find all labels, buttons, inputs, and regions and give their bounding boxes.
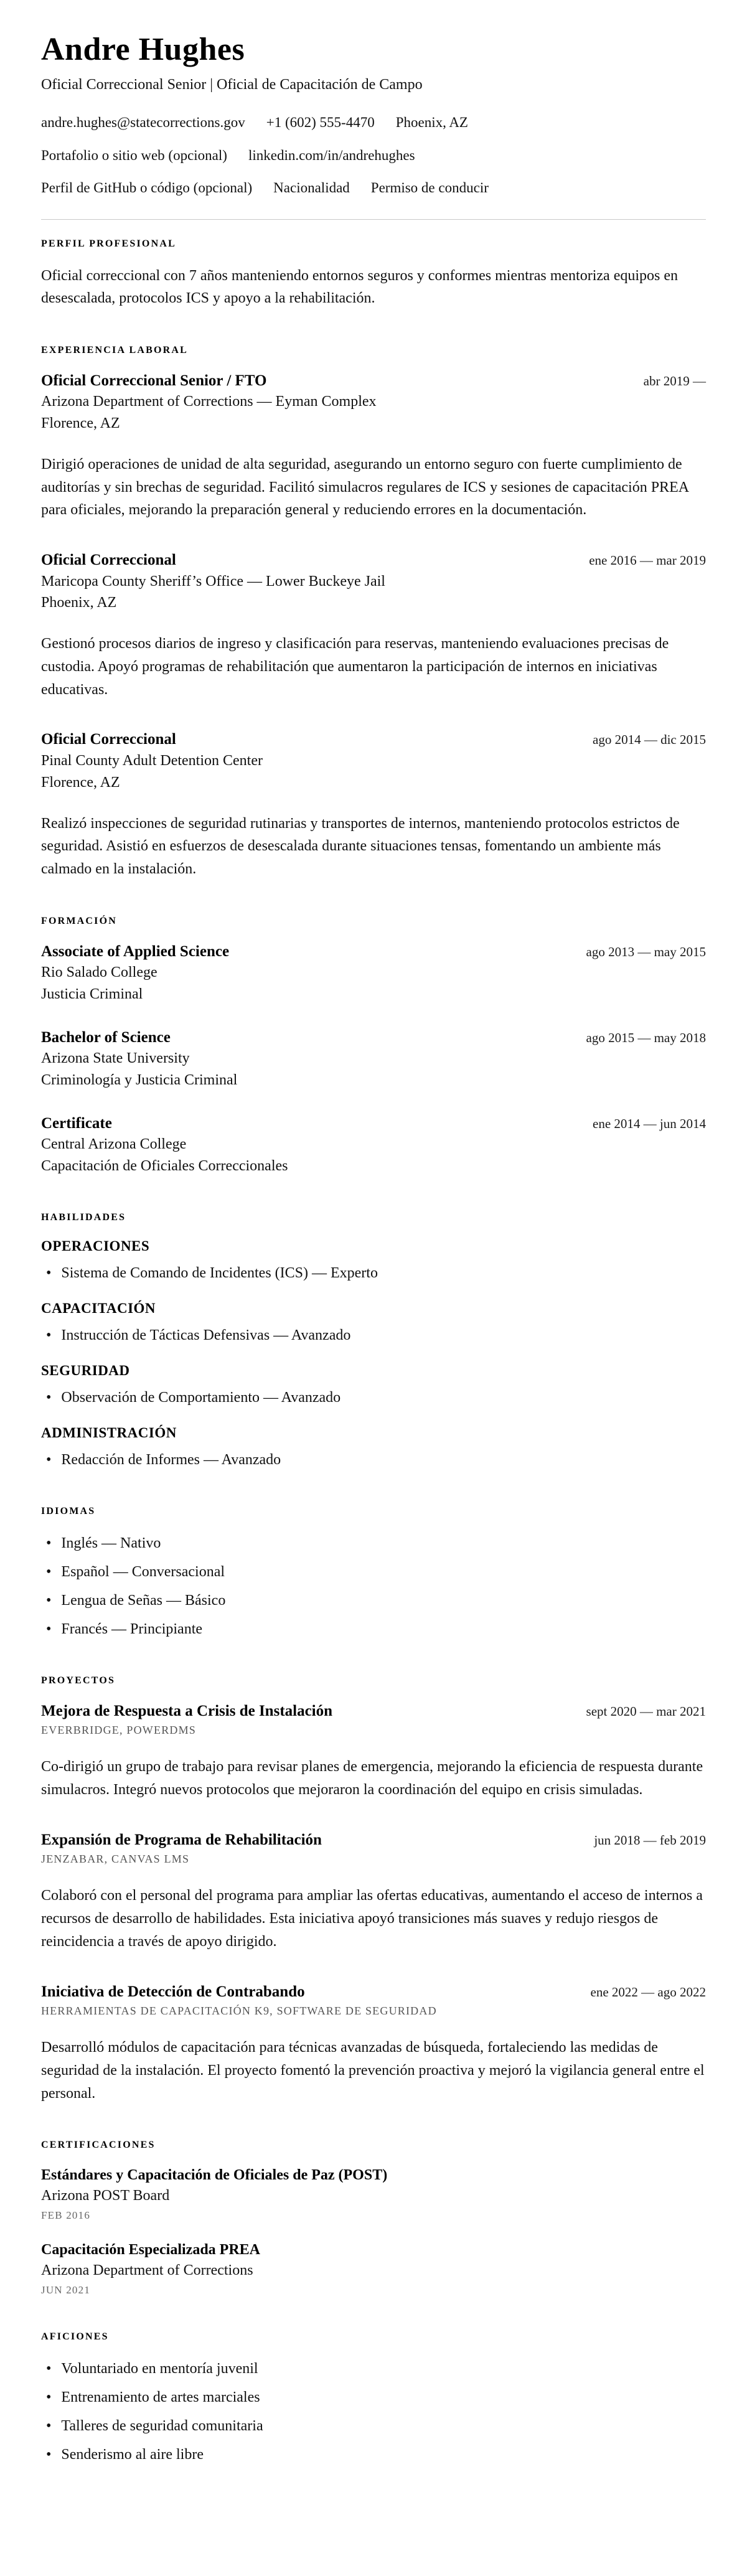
- language-text: Francés — Principiante: [61, 1620, 203, 1637]
- project-tools: EVERBRIDGE, POWERDMS: [41, 1724, 197, 1737]
- nationality-text: Nacionalidad: [273, 180, 350, 195]
- job-company: Pinal County Adult Detention Center: [41, 752, 263, 769]
- hobby-item: [46, 2357, 706, 2380]
- section-certifications: [41, 2140, 706, 2296]
- project-dates: jun 2018 — feb 2019: [594, 1832, 706, 1848]
- projects-heading: PROYECTOS: [41, 1675, 116, 1686]
- project-dates: sept 2020 — mar 2021: [586, 1703, 706, 1719]
- email-text: andre.hughes@statecorrections.gov: [41, 115, 245, 130]
- education-entry: [41, 1114, 706, 1177]
- linkedin-text: linkedin.com/in/andrehughes: [248, 147, 415, 163]
- phone-text: +1 (602) 555-4470: [266, 115, 375, 130]
- job-dates: abr 2019 —: [643, 373, 706, 388]
- location-text: Phoenix, AZ: [395, 115, 468, 130]
- certification-title: Estándares y Capacitación de Oficiales de Paz (POST): [41, 2167, 388, 2184]
- field-of-study: Criminología y Justicia Criminal: [41, 1072, 238, 1089]
- section-projects: [41, 1675, 706, 2105]
- job-title: Oficial Correccional Senior / FTO: [41, 372, 267, 389]
- skill-group: [41, 1425, 706, 1471]
- job-title: Oficial Correccional: [41, 552, 176, 569]
- job-location: Phoenix, AZ: [41, 595, 117, 611]
- hobby-item: [46, 2415, 706, 2437]
- experience-entry: [41, 550, 706, 701]
- skill-group-name: ADMINISTRACIÓN: [41, 1424, 177, 1441]
- bullet-icon: •: [46, 1264, 52, 1281]
- degree-dates: ene 2014 — jun 2014: [593, 1116, 706, 1131]
- experience-entry: [41, 371, 706, 522]
- project-description: Co-dirigió un grupo de trabajo para revisar planes de emergencia, mejorando la eficiencia de respuesta durante simulacros. Integró nuevos protocolos que mejoraron la coordinación del equipo en crisis simuladas.: [41, 1759, 703, 1798]
- entry-head: [41, 942, 706, 962]
- bullet-icon: •: [46, 2361, 52, 2377]
- skill-text: Sistema de Comando de Incidentes (ICS) — Experto: [61, 1264, 378, 1281]
- skill-item: [46, 1262, 706, 1284]
- project-title: Expansión de Programa de Rehabilitación: [41, 1831, 322, 1848]
- profile-text: Oficial correccional con 7 años manteniendo entornos seguros y conformes mientras mentoriza equipos en desescalada, protocolos ICS y apoyo a la rehabilitación.: [41, 267, 678, 307]
- person-name: Andre Hughes: [41, 32, 245, 67]
- language-item: [46, 1589, 706, 1612]
- section-profile: [41, 238, 706, 310]
- job-company: Arizona Department of Corrections — Eyman Complex: [41, 393, 377, 410]
- skill-group: [41, 1300, 706, 1347]
- degree-title: Certificate: [41, 1114, 112, 1132]
- bullet-icon: •: [46, 2447, 52, 2463]
- school-name: Rio Salado College: [41, 964, 157, 981]
- certification-entry: [41, 2240, 706, 2296]
- section-education: [41, 916, 706, 1177]
- bullet-icon: •: [46, 2389, 52, 2406]
- job-dates: ago 2014 — dic 2015: [593, 732, 706, 748]
- hobby-item: [46, 2386, 706, 2409]
- hobby-text: Senderismo al aire libre: [61, 2447, 204, 2463]
- bullet-icon: •: [46, 2418, 52, 2435]
- certification-title: Capacitación Especializada PREA: [41, 2242, 260, 2259]
- job-description: Gestionó procesos diarios de ingreso y clasificación para reservas, manteniendo evaluaciones precisas de custodia. Apoyó programas de rehabilitación que aumentaron la participación de internos en iniciativas educativas.: [41, 636, 669, 698]
- skill-group-name: OPERACIONES: [41, 1238, 150, 1254]
- bullet-icon: •: [46, 1451, 52, 1468]
- language-item: [46, 1618, 706, 1640]
- bullet-icon: •: [46, 1535, 52, 1551]
- section-skills: [41, 1212, 706, 1471]
- certification-date: JUN 2021: [41, 2284, 91, 2296]
- bullet-icon: •: [46, 1563, 52, 1580]
- contact-row-2: [41, 145, 706, 167]
- skill-text: Observación de Comportamiento — Avanzado: [61, 1389, 341, 1406]
- skill-text: Instrucción de Tácticas Defensivas — Avanzado: [61, 1327, 351, 1343]
- entry-head: [41, 371, 706, 392]
- job-location: Florence, AZ: [41, 415, 120, 432]
- degree-dates: ago 2013 — may 2015: [586, 944, 706, 959]
- driving-permit-text: Permiso de conducir: [370, 180, 489, 195]
- entry-head: [41, 1830, 706, 1851]
- language-item: [46, 1561, 706, 1583]
- skill-item: [46, 1449, 706, 1471]
- job-location: Florence, AZ: [41, 774, 120, 791]
- github-text: Perfil de GitHub o código (opcional): [41, 180, 253, 195]
- certification-issuer: Arizona POST Board: [41, 2188, 170, 2204]
- project-title: Mejora de Respuesta a Crisis de Instalación: [41, 1702, 333, 1719]
- project-description: Colaboró con el personal del programa para ampliar las ofertas educativas, aumentando el acceso de internos a recursos de desarrollo de habilidades. Esta iniciativa apoyó transiciones más suaves y redujo riesgos de reincidencia a través de apoyo dirigido.: [41, 1887, 703, 1950]
- section-languages: [41, 1506, 706, 1640]
- project-entry: [41, 1701, 706, 1802]
- hobby-text: Entrenamiento de artes marciales: [61, 2389, 260, 2406]
- school-name: Arizona State University: [41, 1050, 190, 1067]
- field-of-study: Justicia Criminal: [41, 985, 143, 1002]
- language-text: Lengua de Señas — Básico: [61, 1592, 226, 1609]
- entry-head: [41, 730, 706, 750]
- certification-issuer: Arizona Department of Corrections: [41, 2262, 253, 2279]
- entry-head: [41, 550, 706, 571]
- project-tools: JENZABAR, CANVAS LMS: [41, 1853, 190, 1866]
- hobby-text: Voluntariado en mentoría juvenil: [61, 2361, 258, 2377]
- job-company: Maricopa County Sheriff’s Office — Lower Buckeye Jail: [41, 573, 385, 590]
- job-title: Oficial Correccional: [41, 731, 176, 748]
- degree-dates: ago 2015 — may 2018: [586, 1030, 706, 1045]
- certifications-heading: CERTIFICACIONES: [41, 2140, 156, 2151]
- project-title: Iniciativa de Detección de Contrabando: [41, 1983, 305, 2000]
- experience-heading: EXPERIENCIA LABORAL: [41, 344, 189, 355]
- project-entry: [41, 1982, 706, 2105]
- certification-entry: [41, 2166, 706, 2222]
- bullet-icon: •: [46, 1620, 52, 1637]
- resume-header: [41, 31, 706, 220]
- degree-title: Bachelor of Science: [41, 1028, 171, 1046]
- education-entry: [41, 942, 706, 1005]
- job-dates: ene 2016 — mar 2019: [589, 553, 706, 568]
- project-description: Desarrolló módulos de capacitación para técnicas avanzadas de búsqueda, fortaleciendo las medidas de seguridad de la instalación. El proyecto fomentó la prevención proactiva y mejoró la vigilancia general entre el personal.: [41, 2039, 705, 2102]
- skill-group-name: SEGURIDAD: [41, 1362, 130, 1378]
- bullet-icon: •: [46, 1592, 52, 1609]
- skill-text: Redacción de Informes — Avanzado: [61, 1451, 281, 1468]
- entry-head: [41, 1982, 706, 2003]
- education-heading: FORMACIÓN: [41, 915, 118, 926]
- language-item: [46, 1532, 706, 1554]
- language-text: Inglés — Nativo: [61, 1535, 161, 1551]
- profile-heading: PERFIL PROFESIONAL: [41, 238, 176, 249]
- entry-head: [41, 1114, 706, 1134]
- section-hobbies: [41, 2331, 706, 2466]
- languages-heading: IDIOMAS: [41, 1505, 96, 1516]
- project-entry: [41, 1830, 706, 1953]
- job-description: Dirigió operaciones de unidad de alta seguridad, asegurando un entorno seguro con fuerte cumplimiento de auditorías y sin brechas de seguridad. Facilitó simulacros regulares de ICS y sesiones de capacitación PREA para oficiales, mejorando la preparación general y reduciendo errores en la documentación.: [41, 456, 688, 519]
- hobby-text: Talleres de seguridad comunitaria: [61, 2418, 263, 2435]
- entry-head: [41, 1028, 706, 1048]
- skill-item: [46, 1386, 706, 1409]
- contact-row-1: [41, 112, 706, 134]
- header-divider: [41, 219, 706, 220]
- degree-title: Associate of Applied Science: [41, 942, 230, 960]
- language-text: Español — Conversacional: [61, 1563, 225, 1580]
- experience-entry: [41, 730, 706, 880]
- field-of-study: Capacitación de Oficiales Correccionales: [41, 1158, 288, 1175]
- education-entry: [41, 1028, 706, 1091]
- job-description: Realizó inspecciones de seguridad rutinarias y transportes de internos, manteniendo protocolos estrictos de seguridad. Asistió en esfuerzos de desescalada durante situaciones tensas, fomentando un ambiente más calmado en la instalación.: [41, 815, 680, 877]
- section-experience: [41, 345, 706, 881]
- bullet-icon: •: [46, 1327, 52, 1343]
- project-dates: ene 2022 — ago 2022: [590, 1984, 706, 2000]
- contact-row-3: [41, 177, 706, 199]
- skill-item: [46, 1324, 706, 1347]
- skills-heading: HABILIDADES: [41, 1211, 126, 1223]
- entry-head: [41, 1701, 706, 1722]
- hobby-item: [46, 2443, 706, 2466]
- certification-date: FEB 2016: [41, 2209, 91, 2222]
- school-name: Central Arizona College: [41, 1136, 187, 1153]
- portfolio-text: Portafolio o sitio web (opcional): [41, 147, 227, 163]
- person-job-title: Oficial Correccional Senior | Oficial de Capacitación de Campo: [41, 77, 423, 93]
- bullet-icon: •: [46, 1389, 52, 1406]
- skill-group: [41, 1363, 706, 1409]
- hobbies-heading: AFICIONES: [41, 2331, 109, 2343]
- skill-group: [41, 1238, 706, 1284]
- skill-group-name: CAPACITACIÓN: [41, 1300, 156, 1316]
- project-tools: HERRAMIENTAS DE CAPACITACIÓN K9, SOFTWARE DE SEGURIDAD: [41, 2005, 437, 2018]
